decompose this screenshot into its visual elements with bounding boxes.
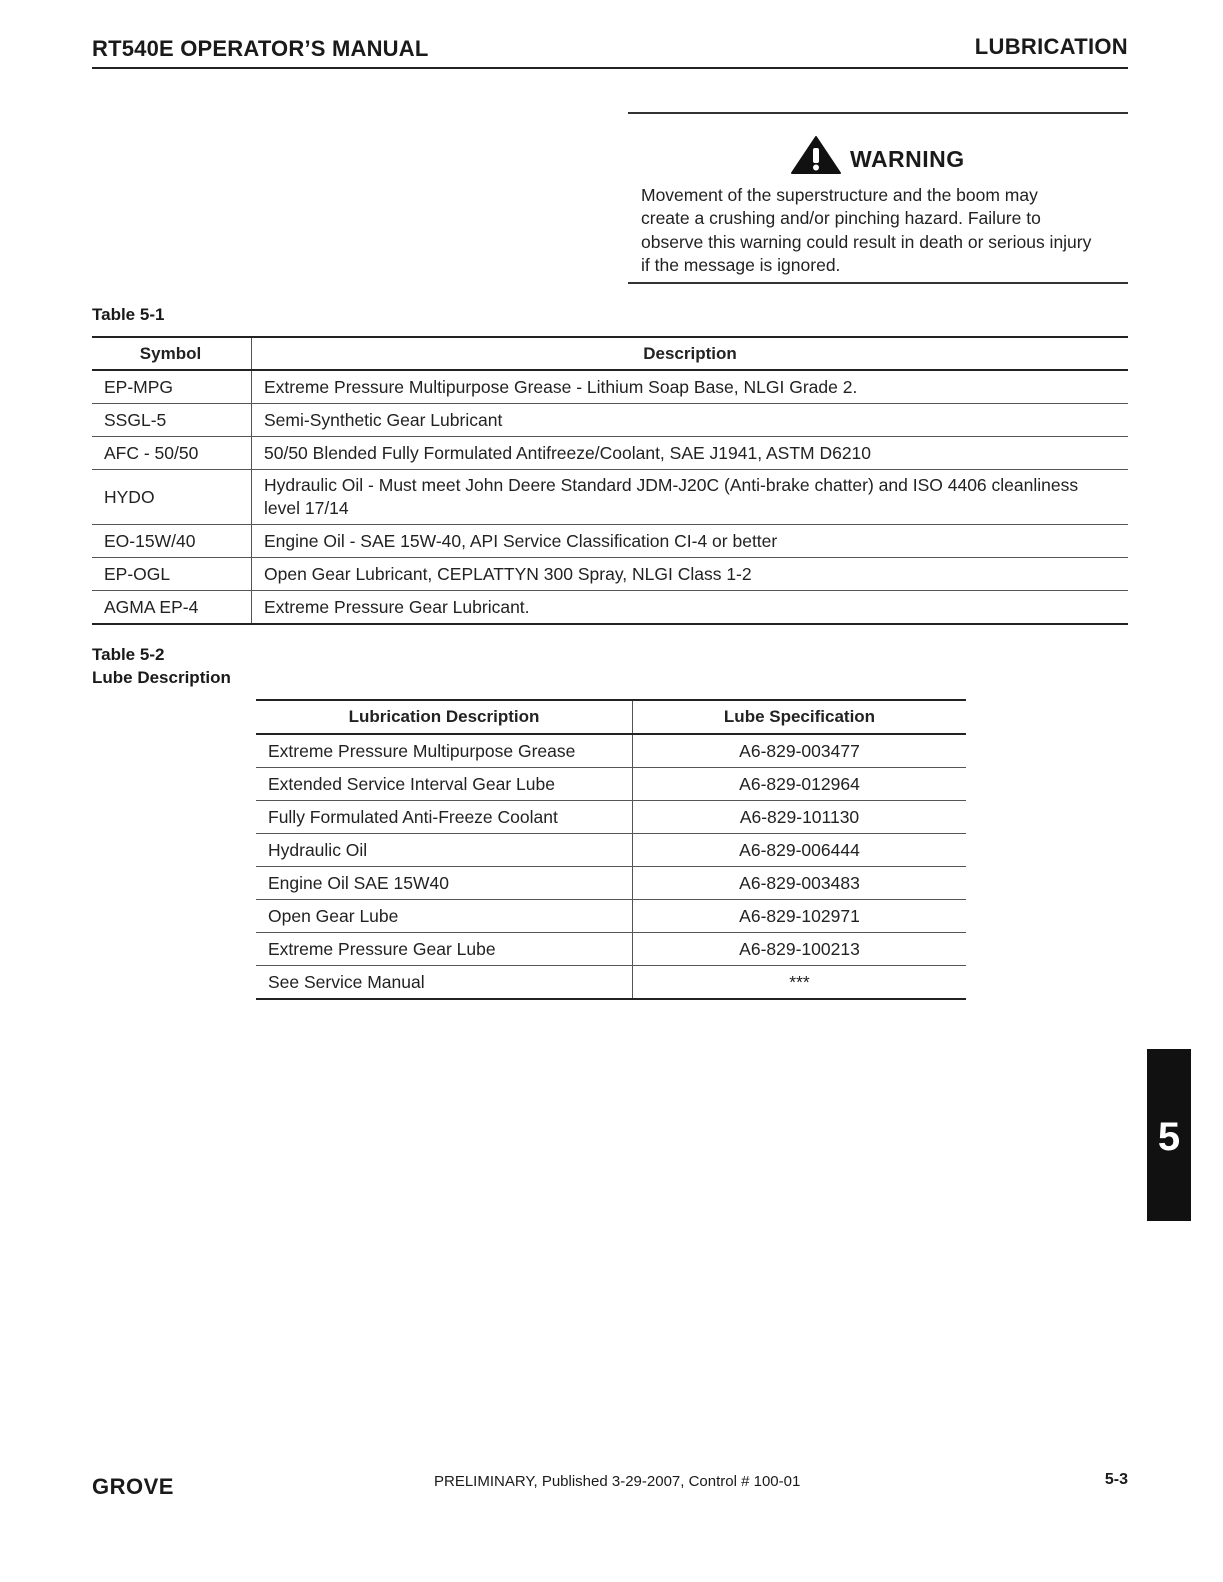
table-row — [92, 525, 1128, 558]
column-header-description: Description — [252, 337, 1129, 370]
table-row — [92, 470, 1128, 525]
warning-triangle-icon — [790, 135, 842, 175]
warning-box — [628, 112, 1128, 284]
symbol-cell: AGMA EP-4 — [92, 591, 252, 625]
warning-line: Movement of the superstructure and the boom may — [641, 185, 1038, 205]
table-row — [256, 768, 966, 801]
symbol-cell: EP-OGL — [92, 558, 252, 591]
table-row — [256, 966, 966, 1000]
table-row — [92, 437, 1128, 470]
column-header-lubrication-description: Lubrication Description — [256, 700, 633, 734]
section-number: 5 — [1157, 1115, 1181, 1159]
warning-line: observe this warning could result in death or serious injury — [641, 231, 1092, 252]
section-thumb-tab — [1147, 1049, 1191, 1221]
lube-description-cell: Open Gear Lube — [256, 900, 633, 933]
description-cell: Semi-Synthetic Gear Lubricant — [252, 404, 1129, 437]
publication-info: PRELIMINARY, Published 3-29-2007, Control # 100-01 — [434, 1473, 801, 1490]
table-row — [92, 404, 1128, 437]
brand-logo: GROVE — [92, 1474, 174, 1499]
lube-description-cell: Hydraulic Oil — [256, 834, 633, 867]
table-row — [256, 867, 966, 900]
lube-spec-cell: A6-829-101130 — [633, 801, 967, 834]
table-row — [256, 900, 966, 933]
warning-line: create a crushing and/or pinching hazard. Failure to — [641, 208, 1041, 229]
table2-caption: Table 5-2 — [92, 645, 165, 664]
lube-spec-cell: A6-829-100213 — [633, 933, 967, 966]
lube-description-cell: See Service Manual — [256, 966, 633, 1000]
symbol-cell: HYDO — [92, 470, 252, 525]
page-header — [92, 36, 1128, 69]
lube-description-cell: Extended Service Interval Gear Lube — [256, 768, 633, 801]
table-header-row — [92, 337, 1128, 370]
table-header-row — [256, 700, 966, 734]
warning-text — [641, 184, 1121, 277]
table-row — [92, 591, 1128, 625]
description-cell: Extreme Pressure Multipurpose Grease - Lithium Soap Base, NLGI Grade 2. — [252, 370, 1129, 404]
description-cell: Engine Oil - SAE 15W-40, API Service Classification CI-4 or better — [252, 525, 1129, 558]
lube-description-cell: Engine Oil SAE 15W40 — [256, 867, 633, 900]
lube-spec-cell: A6-829-003477 — [633, 734, 967, 768]
page-number: 5-3 — [1104, 1471, 1128, 1488]
lube-spec-cell: A6-829-012964 — [633, 768, 967, 801]
symbol-cell: SSGL-5 — [92, 404, 252, 437]
description-cell: 50/50 Blended Fully Formulated Antifreeze/Coolant, SAE J1941, ASTM D6210 — [252, 437, 1129, 470]
table-row — [256, 834, 966, 867]
table1-caption: Table 5-1 — [92, 305, 165, 324]
manual-title: RT540E OPERATOR’S MANUAL — [92, 36, 429, 61]
warning-heading — [790, 134, 1030, 174]
lube-spec-cell: A6-829-102971 — [633, 900, 967, 933]
table-row — [92, 558, 1128, 591]
lube-spec-cell: A6-829-003483 — [633, 867, 967, 900]
table-row — [256, 734, 966, 768]
lube-description-cell: Extreme Pressure Gear Lube — [256, 933, 633, 966]
lube-description-cell: Fully Formulated Anti-Freeze Coolant — [256, 801, 633, 834]
symbol-cell: AFC - 50/50 — [92, 437, 252, 470]
column-header-symbol: Symbol — [92, 337, 252, 370]
column-header-lube-specification: Lube Specification — [633, 700, 967, 734]
warning-title: WARNING — [850, 146, 965, 172]
lube-spec-cell: *** — [633, 966, 967, 1000]
description-cell: Extreme Pressure Gear Lubricant. — [252, 591, 1129, 625]
table2-subtitle: Lube Description — [92, 668, 231, 687]
table-row — [92, 370, 1128, 404]
section-title: LUBRICATION — [974, 34, 1128, 59]
table-row — [256, 933, 966, 966]
lube-spec-cell: A6-829-006444 — [633, 834, 967, 867]
warning-line: if the message is ignored. — [641, 254, 841, 275]
lubricant-symbol-table — [92, 336, 1128, 625]
description-cell: Open Gear Lubricant, CEPLATTYN 300 Spray, NLGI Class 1-2 — [252, 558, 1129, 591]
lube-description-cell: Extreme Pressure Multipurpose Grease — [256, 734, 633, 768]
table-row — [256, 801, 966, 834]
lube-specification-table — [256, 699, 966, 1000]
symbol-cell: EP-MPG — [92, 370, 252, 404]
description-cell: Hydraulic Oil - Must meet John Deere Standard JDM-J20C (Anti-brake chatter) and ISO 4406 cleanliness level 17/14 — [252, 470, 1129, 525]
symbol-cell: EO-15W/40 — [92, 525, 252, 558]
